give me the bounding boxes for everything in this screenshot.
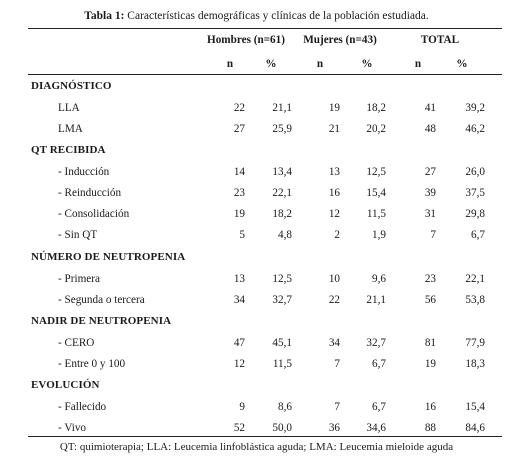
- cell-value: 12,5: [272, 272, 292, 285]
- cell-value: 53,8: [465, 293, 485, 306]
- cell-value: 13,4: [272, 165, 292, 178]
- cell-value: 13: [328, 165, 340, 178]
- section-title: QT RECIBIDA: [31, 144, 106, 156]
- cell-value: 8,6: [278, 400, 292, 413]
- cell-value: 20,2: [366, 122, 386, 135]
- row-label: - CERO: [58, 336, 95, 349]
- cell-value: 11,5: [366, 208, 386, 221]
- cell-value: 5: [239, 229, 245, 242]
- subheader: %: [456, 58, 468, 70]
- cell-value: 22: [328, 293, 340, 306]
- cell-value: 12,5: [366, 165, 386, 178]
- cell-value: 2: [334, 229, 340, 242]
- cell-value: 18,2: [272, 208, 292, 221]
- cell-value: 27: [233, 122, 245, 135]
- cell-value: 46,2: [465, 122, 485, 135]
- cell-value: 34: [328, 336, 340, 349]
- row-label: - Consolidación: [58, 208, 130, 221]
- cell-value: 16: [328, 186, 340, 199]
- cell-value: 22,1: [465, 272, 485, 285]
- cell-value: 7: [334, 400, 340, 413]
- cell-value: 34,6: [366, 421, 386, 434]
- cell-value: 27: [424, 165, 436, 178]
- cell-value: 48: [424, 122, 436, 135]
- subheader: n: [226, 58, 234, 70]
- cell-value: 77,9: [465, 336, 485, 349]
- cell-value: 6,7: [372, 357, 386, 370]
- row-label: - Segunda o tercera: [58, 293, 145, 306]
- cell-value: 21: [328, 122, 340, 135]
- cell-value: 37,5: [465, 186, 485, 199]
- subheader: n: [414, 58, 422, 70]
- cell-value: 31: [424, 208, 436, 221]
- section-title: EVOLUCIÓN: [31, 379, 100, 391]
- cell-value: 39: [424, 186, 436, 199]
- cell-value: 1,9: [372, 229, 386, 242]
- cell-value: 15,4: [366, 186, 386, 199]
- subheader: %: [361, 58, 373, 70]
- cell-value: 18,3: [465, 357, 485, 370]
- cell-value: 34: [233, 293, 245, 306]
- caption-label: Tabla 1:: [84, 10, 125, 22]
- row-label: - Entre 0 y 100: [58, 357, 126, 370]
- group-header: Mujeres (n=43): [303, 34, 377, 46]
- cell-value: 9: [239, 400, 245, 413]
- header-rule: [28, 74, 502, 75]
- group-header: TOTAL: [420, 34, 460, 46]
- row-label: - Sin QT: [58, 229, 98, 242]
- cell-value: 9,6: [372, 272, 386, 285]
- subheader: n: [316, 58, 324, 70]
- cell-value: 6,7: [372, 400, 386, 413]
- row-label: LLA: [58, 101, 80, 114]
- cell-value: 19: [424, 357, 436, 370]
- cell-value: 4,8: [278, 229, 292, 242]
- cell-value: 10: [328, 272, 340, 285]
- cell-value: 18,2: [366, 101, 386, 114]
- cell-value: 84,6: [465, 421, 485, 434]
- cell-value: 22,1: [272, 186, 292, 199]
- section-title: DIAGNÓSTICO: [31, 80, 112, 92]
- cell-value: 19: [233, 208, 245, 221]
- cell-value: 32,7: [366, 336, 386, 349]
- cell-value: 11,5: [272, 357, 292, 370]
- table-footnote: QT: quimioterapia; LLA: Leucemia linfoblástica aguda; LMA: Leucemia mieloide aguda: [59, 441, 454, 453]
- top-rule: [28, 28, 502, 29]
- group-header: Hombres (n=61): [207, 34, 285, 46]
- cell-value: 13: [233, 272, 245, 285]
- cell-value: 7: [334, 357, 340, 370]
- section-title: NADIR DE NEUTROPENIA: [31, 315, 172, 327]
- row-label: - Fallecido: [58, 400, 107, 413]
- cell-value: 39,2: [465, 101, 485, 114]
- cell-value: 41: [424, 101, 436, 114]
- cell-value: 7: [430, 229, 436, 242]
- cell-value: 45,1: [272, 336, 292, 349]
- subheader: %: [265, 58, 277, 70]
- cell-value: 14: [233, 165, 245, 178]
- row-label: - Primera: [58, 272, 100, 285]
- cell-value: 29,8: [465, 208, 485, 221]
- cell-value: 21,1: [272, 101, 292, 114]
- cell-value: 22: [233, 101, 245, 114]
- cell-value: 56: [424, 293, 436, 306]
- row-label: - Reinducción: [58, 186, 122, 199]
- cell-value: 23: [233, 186, 245, 199]
- cell-value: 19: [328, 101, 340, 114]
- cell-value: 88: [424, 421, 436, 434]
- cell-value: 81: [424, 336, 436, 349]
- cell-value: 52: [233, 421, 245, 434]
- cell-value: 36: [328, 421, 340, 434]
- cell-value: 16: [424, 400, 436, 413]
- cell-value: 21,1: [366, 293, 386, 306]
- row-label: - Inducción: [58, 165, 110, 178]
- cell-value: 12: [328, 208, 340, 221]
- cell-value: 6,7: [471, 229, 485, 242]
- row-label: LMA: [58, 122, 83, 135]
- cell-value: 12: [233, 357, 245, 370]
- cell-value: 50,0: [272, 421, 292, 434]
- caption-text: Características demográficas y clínicas de la población estudiada.: [124, 10, 429, 22]
- cell-value: 47: [233, 336, 245, 349]
- bottom-rule: [28, 436, 502, 437]
- section-title: NÚMERO DE NEUTROPENIA: [31, 251, 186, 263]
- cell-value: 26,0: [465, 165, 485, 178]
- cell-value: 25,9: [272, 122, 292, 135]
- cell-value: 15,4: [465, 400, 485, 413]
- row-label: - Vivo: [58, 421, 87, 434]
- cell-value: 23: [424, 272, 436, 285]
- cell-value: 32,7: [272, 293, 292, 306]
- table-caption: [0, 9, 513, 23]
